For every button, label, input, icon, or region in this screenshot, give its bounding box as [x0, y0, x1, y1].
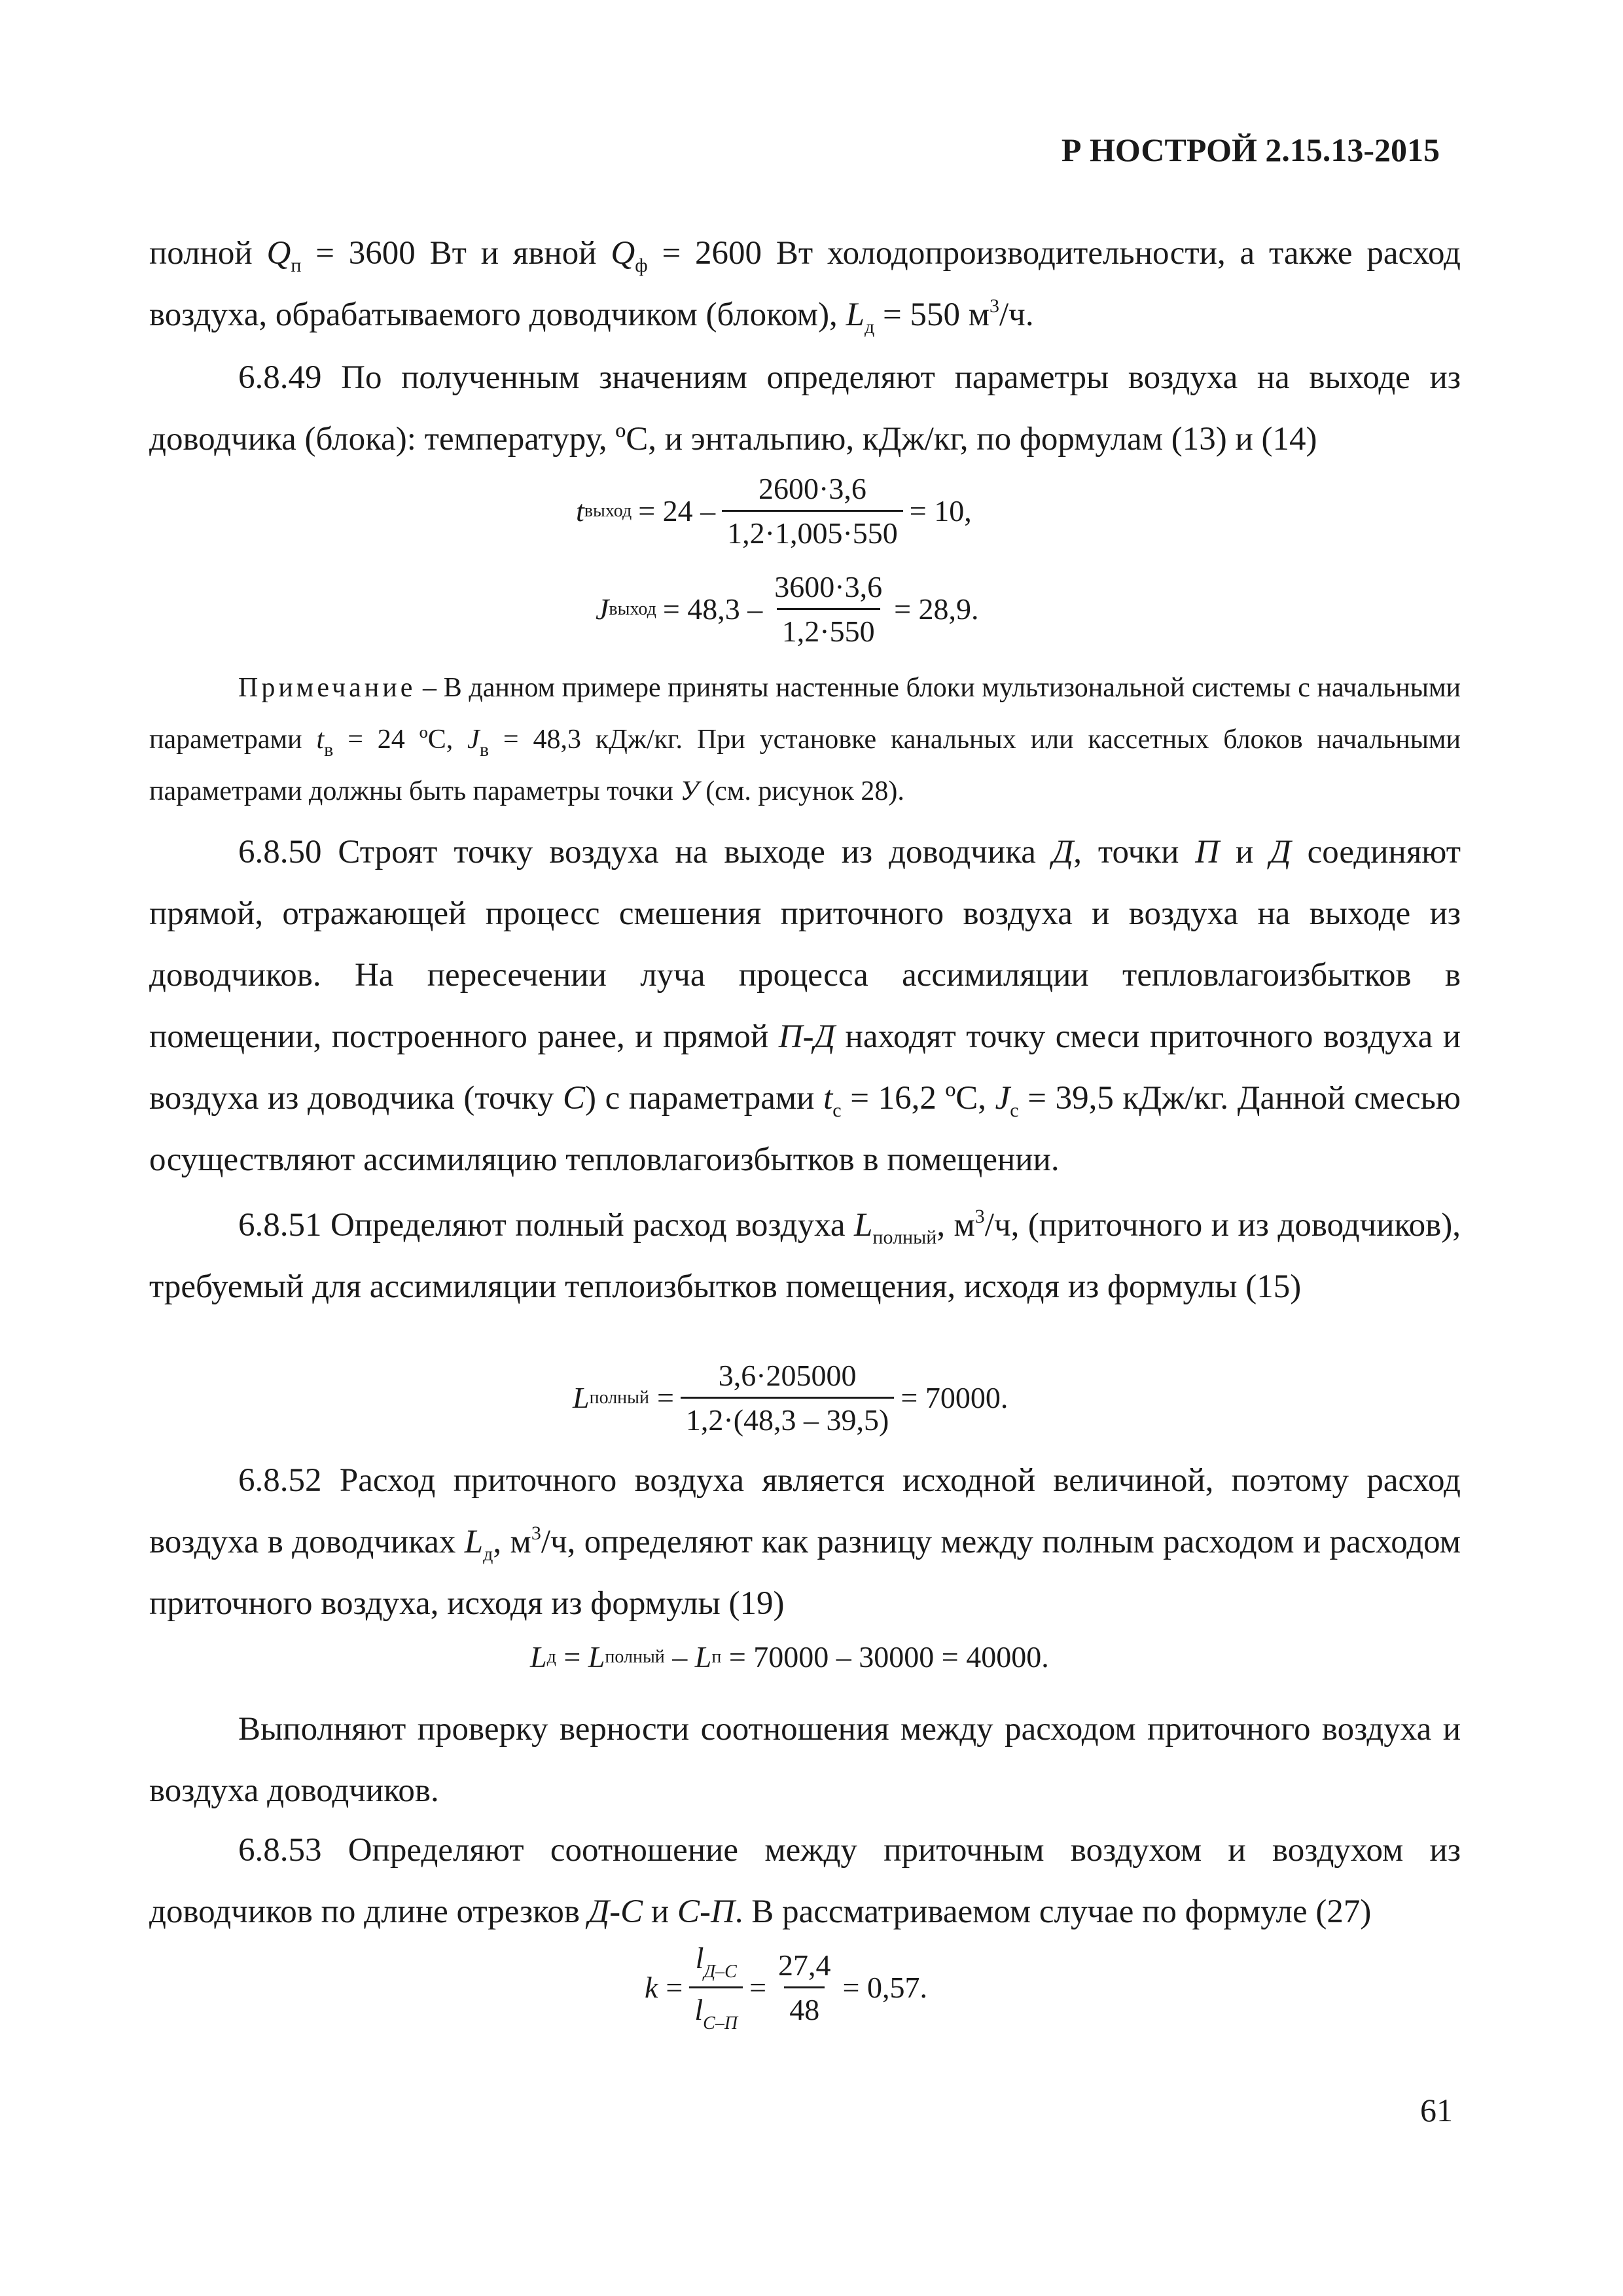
paragraph-6-8-51: 6.8.51 Определяют полный расход воздуха $L_{полный}$, $м^3/ч$, (приточного и из доводчиков), требуемый для ассимиляции теплоизбытков помещения, исходя из формулы (15)	[149, 1206, 1461, 1305]
paragraph-continuation: полной $Q_п = 3600$ Вт и явной $Q_ф = 2600$ Вт холодопроизводительности, а также расход воздуха, обрабатываемого доводчиком (блоком), $L_д = 550$ $м^3/ч$.	[149, 235, 1461, 338]
page-number: 61	[1420, 2092, 1453, 2128]
paragraph-6-8-52: 6.8.52 Расход приточного воздуха является исходной величиной, поэтому расход воздуха в доводчиках $L_д$, $м^3/ч$, определяют как разницу между полным расходом и расходом приточного воздуха, исходя из формулы (19)	[149, 1462, 1461, 1622]
formula-t-outlet: t выход = 24 – $\frac{2600\cdot 3,6}{1,2\cdot 1,005\cdot 550}$ = 10,	[576, 472, 972, 550]
formula-k-ratio: k = $\frac{l_{Д-С}}{l_{С-П}}$ = $\frac{27,4}{48}$ = 0,57.	[645, 1941, 927, 2034]
paragraph-6-8-53: 6.8.53 Определяют соотношение между приточным воздухом и воздухом из доводчиков по длине отрезков Д-С и С-П. В рассматриваемом случае по формуле (27)	[149, 1832, 1461, 1930]
formula-l-total: L полный = $\frac{3,6\cdot 205000}{1,2\cdot(48,3 - 39,5)}$ = 70000.	[573, 1359, 1008, 1437]
paragraph-6-8-50: 6.8.50 Строят точку воздуха на выходе из доводчика Д, точки П и Д соединяют прямой, отражающей процесс смешения приточного воздуха и воздуха на выходе из доводчиков. На пересечении луча процесса ассимиляции тепловлагоизбытков в помещении, построенного ранее, и прямой П-Д находят точку смеси приточного воздуха и воздуха из доводчика (точку С) с параметрами $t_с = 16,2$ ºС, $J_с = 39,5$ кДж/кг. Данной смесью осуществляют ассимиляцию тепловлагоизбытков в помещении.	[149, 834, 1461, 1178]
document-code-header: Р НОСТРОЙ 2.15.13-2015	[1061, 132, 1440, 168]
formula-l-closers: L д = L полный – L п = 70000 – 30000 = 40000.	[530, 1640, 1049, 1674]
formula-j-outlet: J выход = 48,3 – $\frac{3600\cdot 3,6}{1,2\cdot 550}$ = 28,9.	[596, 570, 979, 648]
note-label: Примечание	[238, 673, 416, 703]
paragraph-6-8-49: 6.8.49 По полученным значениям определяют параметры воздуха на выходе из доводчика (блока): температуру, ºС, и энтальпию, кДж/кг, по формулам (13) и (14)	[149, 359, 1461, 457]
paragraph-check: Выполняют проверку верности соотношения между расходом приточного воздуха и воздуха доводчиков.	[149, 1711, 1461, 1809]
note-block: Примечание – В данном примере приняты настенные блоки мультизональной системы с начальными параметрами $t_в = 24$ ºС, $J_в = 48,3$ кДж/кг. При установке канальных или кассетных блоков начальными параметрами должны быть параметры точки У (см. рисунок 28).	[149, 673, 1461, 806]
